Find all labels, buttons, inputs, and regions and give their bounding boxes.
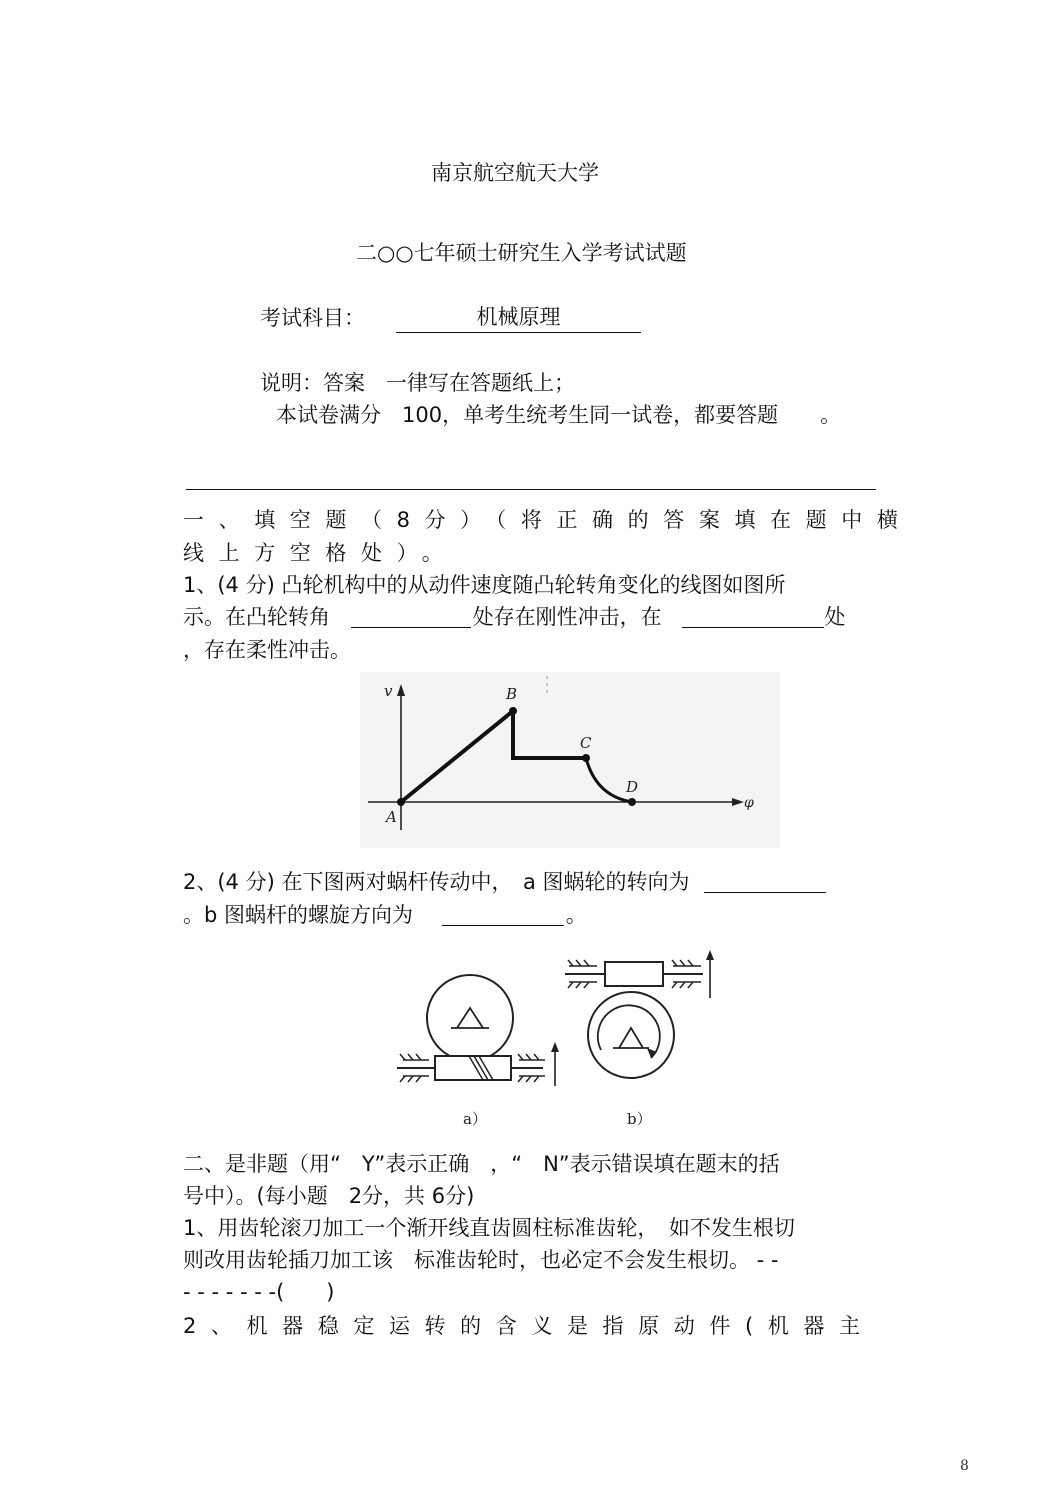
point-c	[582, 754, 590, 762]
worm-b	[605, 962, 663, 986]
section1-heading-line1: 一、填空题（8分）（将正确的答案填在题中横	[183, 508, 913, 532]
exam-title: 二○○七年硕士研究生入学考试试题	[356, 241, 687, 265]
worm-drive-a	[397, 975, 559, 1128]
section2-heading-line1: 二、是非题（用“ Y”表示正确 ，“ N”表示错误填在题末的括	[183, 1152, 780, 1176]
q2-line1	[183, 872, 826, 893]
horizontal-rule	[186, 489, 876, 490]
q1-blank-1[interactable]	[351, 607, 471, 628]
subject-label: 考试科目：	[260, 306, 365, 330]
q1-line3: ，存在柔性冲击。	[183, 638, 351, 662]
q2-text-c: 。	[565, 903, 587, 927]
point-d	[628, 798, 636, 806]
section1-heading-line2: 线上方空格处）。	[183, 541, 458, 565]
axis-label-x: φ	[744, 795, 754, 811]
worm-wheel-a	[427, 975, 513, 1061]
q2-text-a: 2、(4 分) 在下图两对蜗杆传动中， a 图蜗轮的转向为	[183, 870, 690, 894]
figure-label-b: b）	[627, 1110, 652, 1128]
rotation-arrow-a-head	[551, 1042, 559, 1052]
figure-label-a: a）	[463, 1110, 487, 1128]
q1-text-b: 处存在刚性冲击，在	[472, 605, 662, 629]
q1-line2	[183, 607, 845, 628]
q2-line2	[183, 905, 587, 926]
s2-q1-line3: - - - - - - -( )	[183, 1280, 335, 1304]
point-label-a: A	[386, 808, 397, 826]
s2-q2-line1: 2、机器稳定运转的含义是指原动件(机器主	[183, 1314, 875, 1338]
worm-a	[435, 1056, 511, 1080]
point-label-d: D	[626, 778, 639, 796]
subject-value	[396, 307, 641, 333]
point-a	[397, 798, 405, 806]
q2-text-b: 。b 图蜗杆的螺旋方向为	[183, 903, 414, 927]
wheel-support-b	[613, 1028, 649, 1048]
wheel-rotation-arc-b-head	[647, 1048, 657, 1058]
q1-text-a: 示。在凸轮转角	[183, 605, 330, 629]
point-b	[509, 707, 517, 715]
q1-blank-2[interactable]	[682, 607, 824, 628]
q2-blank-2[interactable]	[442, 905, 564, 926]
section2-heading-line2: 号中）。(每小题 2分，共 6分)	[183, 1184, 475, 1208]
s2-q1-line1: 1、用齿轮滚刀加工一个渐开线直齿圆柱标准齿轮， 如不发生根切	[183, 1216, 795, 1240]
axis-label-y: v	[384, 682, 393, 700]
s2-q1-line2: 则改用齿轮插刀加工该 标准齿轮时，也必定不会发生根切。 - -	[183, 1248, 779, 1272]
worm-drive-b	[565, 950, 714, 1128]
subject-value-text: 机械原理	[476, 305, 561, 329]
wheel-support-a	[451, 1008, 489, 1028]
university-title: 南京航空航天大学	[431, 161, 599, 185]
rotation-arrow-b-head	[706, 950, 714, 960]
worm-drive-figure	[385, 940, 725, 1130]
page-number: 8	[960, 1458, 969, 1474]
q1-line1: 1、(4 分) 凸轮机构中的从动件速度随凸轮转角变化的线图如图所	[183, 573, 786, 597]
point-label-c: C	[580, 734, 592, 752]
note-line-1: 说明：答案 一律写在答题纸上；	[260, 371, 575, 395]
q2-blank-1[interactable]	[704, 872, 826, 893]
cam-velocity-diagram	[360, 672, 780, 848]
note-line-2: 本试卷满分 100，单考生统考生同一试卷，都要答题 。	[276, 403, 842, 427]
point-label-b: B	[506, 685, 518, 703]
q1-text-c: 处	[824, 605, 846, 629]
